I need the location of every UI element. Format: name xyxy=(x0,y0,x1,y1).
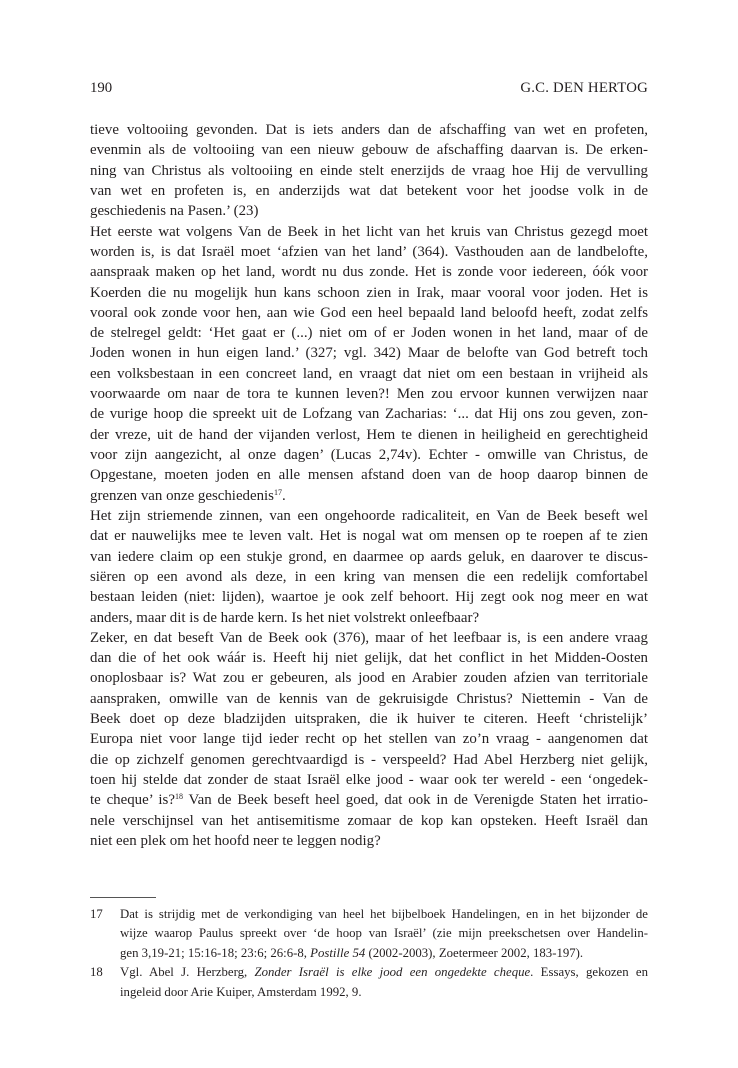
body-line: aanspraken, omwille van de kennis van de gekruisigde Christus? Niettemin - Van de xyxy=(90,690,648,707)
footnote-italic-title: Zonder Israël is elke jood een ongedekte cheque xyxy=(254,965,531,980)
body-line: Opgestane, moeten joden en alle mensen afstand doen van de hoop daarop binnen de xyxy=(90,467,648,484)
body-line: anders, maar dit is de harde kern. Is het niet volstrekt onleefbaar? xyxy=(90,609,480,626)
footnote-text: . Essays, gekozen en xyxy=(530,965,649,980)
footnote-number: 18 xyxy=(90,965,103,980)
body-line: de vurige hoop die spreekt uit de Lofzang van Zacharias: ‘... dat Hij ons zou geven, zon- xyxy=(90,406,648,423)
body-line: niet een plek om het hoofd neer te leggen nodig? xyxy=(90,832,381,849)
body-line: evenmin als de voltooiing van een nieuw gebouw de afschaffing daarvan is. De erken- xyxy=(90,142,648,159)
footnote-line xyxy=(120,944,648,963)
body-line-text: grenzen van onze geschiedenis xyxy=(90,487,274,504)
body-line: der vreze, uit de hand der vijanden verlost, Hem te dienen in heiligheid en gerechtigheid xyxy=(90,426,648,443)
footnote-17 xyxy=(90,905,648,963)
body-line-text: Van de Beek beseft heel goed, dat ook in de Verenigde Staten het irratio- xyxy=(182,792,649,809)
body-line: Het zijn striemende zinnen, van een ongehoorde radicaliteit, en Van de Beek beseft wel xyxy=(90,507,648,524)
footnote-text: (2002-2003), Zoetermeer 2002, 183-197). xyxy=(365,945,584,960)
body-line: Koerden die nu mogelijk hun kans schoon zien in Irak, maar vooral voor joden. Het is xyxy=(90,284,648,301)
footnote-italic-title: Postille 54 xyxy=(310,945,366,960)
body-line-text: te cheque’ is? xyxy=(90,792,175,809)
body-line: dan die of het ook wáár is. Heeft hij niet gelijk, dat het conflict in het Midden-Oosten xyxy=(90,650,648,667)
footnote-line: Dat is strijdig met de verkondiging van heel het bijbelboek Handelingen, en in het bijzonder de xyxy=(120,907,648,921)
body-line: toen hij stelde dat zonder de staat Israël elke jood - waar ook ter wereld - een ‘ongedek- xyxy=(90,772,648,788)
body-line: nele verschijnsel van het antisemitisme zomaar de kop kan opsteken. Heeft Israël dan xyxy=(90,812,648,829)
body-line: Joden wonen in hun eigen land.’ (327; vgl. 342) Maar de belofte van God betreft toch xyxy=(90,345,648,362)
body-line-text: . xyxy=(281,487,286,504)
page-number: 190 xyxy=(90,80,113,96)
body-line: siëren op een avond als deze, in een kring van mensen die een redelijk comfortabel xyxy=(90,568,648,585)
body-line: geschiedenis na Pasen.’ (23) xyxy=(90,203,259,220)
footnote-line: wijze waarop Paulus spreekt over ‘de hoop van Israël’ (zie mijn preekschetsen over Handelin- xyxy=(120,926,648,941)
running-header xyxy=(90,76,648,100)
body-line: die op zichzelf genomen gerechtvaardigd is - verspeeld? Had Abel Herzberg niet gelijk, xyxy=(90,751,648,768)
body-line: dat er nauwelijks mee te leven valt. Het is nogal wat om mensen op te roepen af te zien xyxy=(90,528,648,545)
footnotes xyxy=(90,905,648,1002)
body-line xyxy=(90,790,648,810)
body-line: de stelregel geldt: ‘Het gaat er (...) niet om of er Joden wonen in het land, maar of de xyxy=(90,325,648,342)
footnote-line xyxy=(120,963,648,982)
footnote-text: gen 3,19-21; 15:16-18; 23:6; 26:6-8, xyxy=(120,945,311,960)
body-line: tieve voltooiing gevonden. Dat is iets anders dan de afschaffing van wet en profeten, xyxy=(90,122,648,138)
body-line: Het eerste wat volgens Van de Beek in het licht van het kruis van Christus gezegd moet xyxy=(90,223,648,240)
running-head-author: G.C. DEN HERTOG xyxy=(520,80,648,96)
body-line: Beek doet op deze bladzijden uitspraken, die ik huiver te citeren. Heeft ‘christelijk’ xyxy=(90,711,648,728)
footnote-separator xyxy=(90,897,156,898)
footnote-18 xyxy=(90,963,648,1002)
body-line: voorwaarde om naar de tora te kunnen leven?! Men zou ervoor kunnen verwijzen naar xyxy=(90,386,648,403)
footnote-text: Vgl. Abel J. Herzberg, xyxy=(120,965,255,980)
body-line: voor zijn aangezicht, al onze dagen’ (Lucas 2,74v). Echter - omwille van Christus, de xyxy=(90,447,648,463)
body-text xyxy=(90,120,648,851)
body-line: worden is, is dat Israël moet ‘afzien van het land’ (364). Vasthouden aan de landbelofte, xyxy=(90,243,648,260)
body-line: ning van Christus als voltooiing en einde stelt enerzijds de vraag hoe Hij de vervulling xyxy=(90,162,648,179)
body-line: vooral ook zonde voor hen, aan wie God een heel bepaald land beloofd heeft, zodat zelfs xyxy=(90,304,648,321)
body-line: bestaan leiden (niet: lijden), waartoe je ook zelf behoort. Hij zegt ook nog meer en wat xyxy=(90,589,648,606)
footnote-ref-17[interactable]: 17 xyxy=(273,487,282,497)
body-line: onoplosbaar is? Wat zou er gebeuren, als jood en Arabier zouden afzien van territoriale xyxy=(90,670,648,687)
footnote-line: ingeleid door Arie Kuiper, Amsterdam 1992, 9. xyxy=(120,984,362,999)
footnote-number: 17 xyxy=(90,907,103,921)
body-line: van iedere claim op een stukje grond, en daarmee op aards geluk, en daarover te discus- xyxy=(90,548,648,565)
body-line: van wet en profeten is, en anderzijds wat dat betekent voor het joodse volk in de xyxy=(90,182,648,199)
body-line xyxy=(90,486,648,506)
footnote-ref-18[interactable]: 18 xyxy=(174,792,183,802)
body-line: een volksbestaan in een concreet land, en vraagt dat niet om een bestaan in vrijheid als xyxy=(90,365,648,382)
body-line: Zeker, en dat beseft Van de Beek ook (376), maar of het leefbaar is, is een andere vraag xyxy=(90,629,648,646)
body-line: aanspraak maken op het land, wordt nu dus zonde. Het is zonde voor iedereen, óók voor xyxy=(90,264,648,281)
body-line: Europa niet voor lange tijd ieder recht op het stellen van zo’n vraag - aangenomen dat xyxy=(90,731,648,748)
